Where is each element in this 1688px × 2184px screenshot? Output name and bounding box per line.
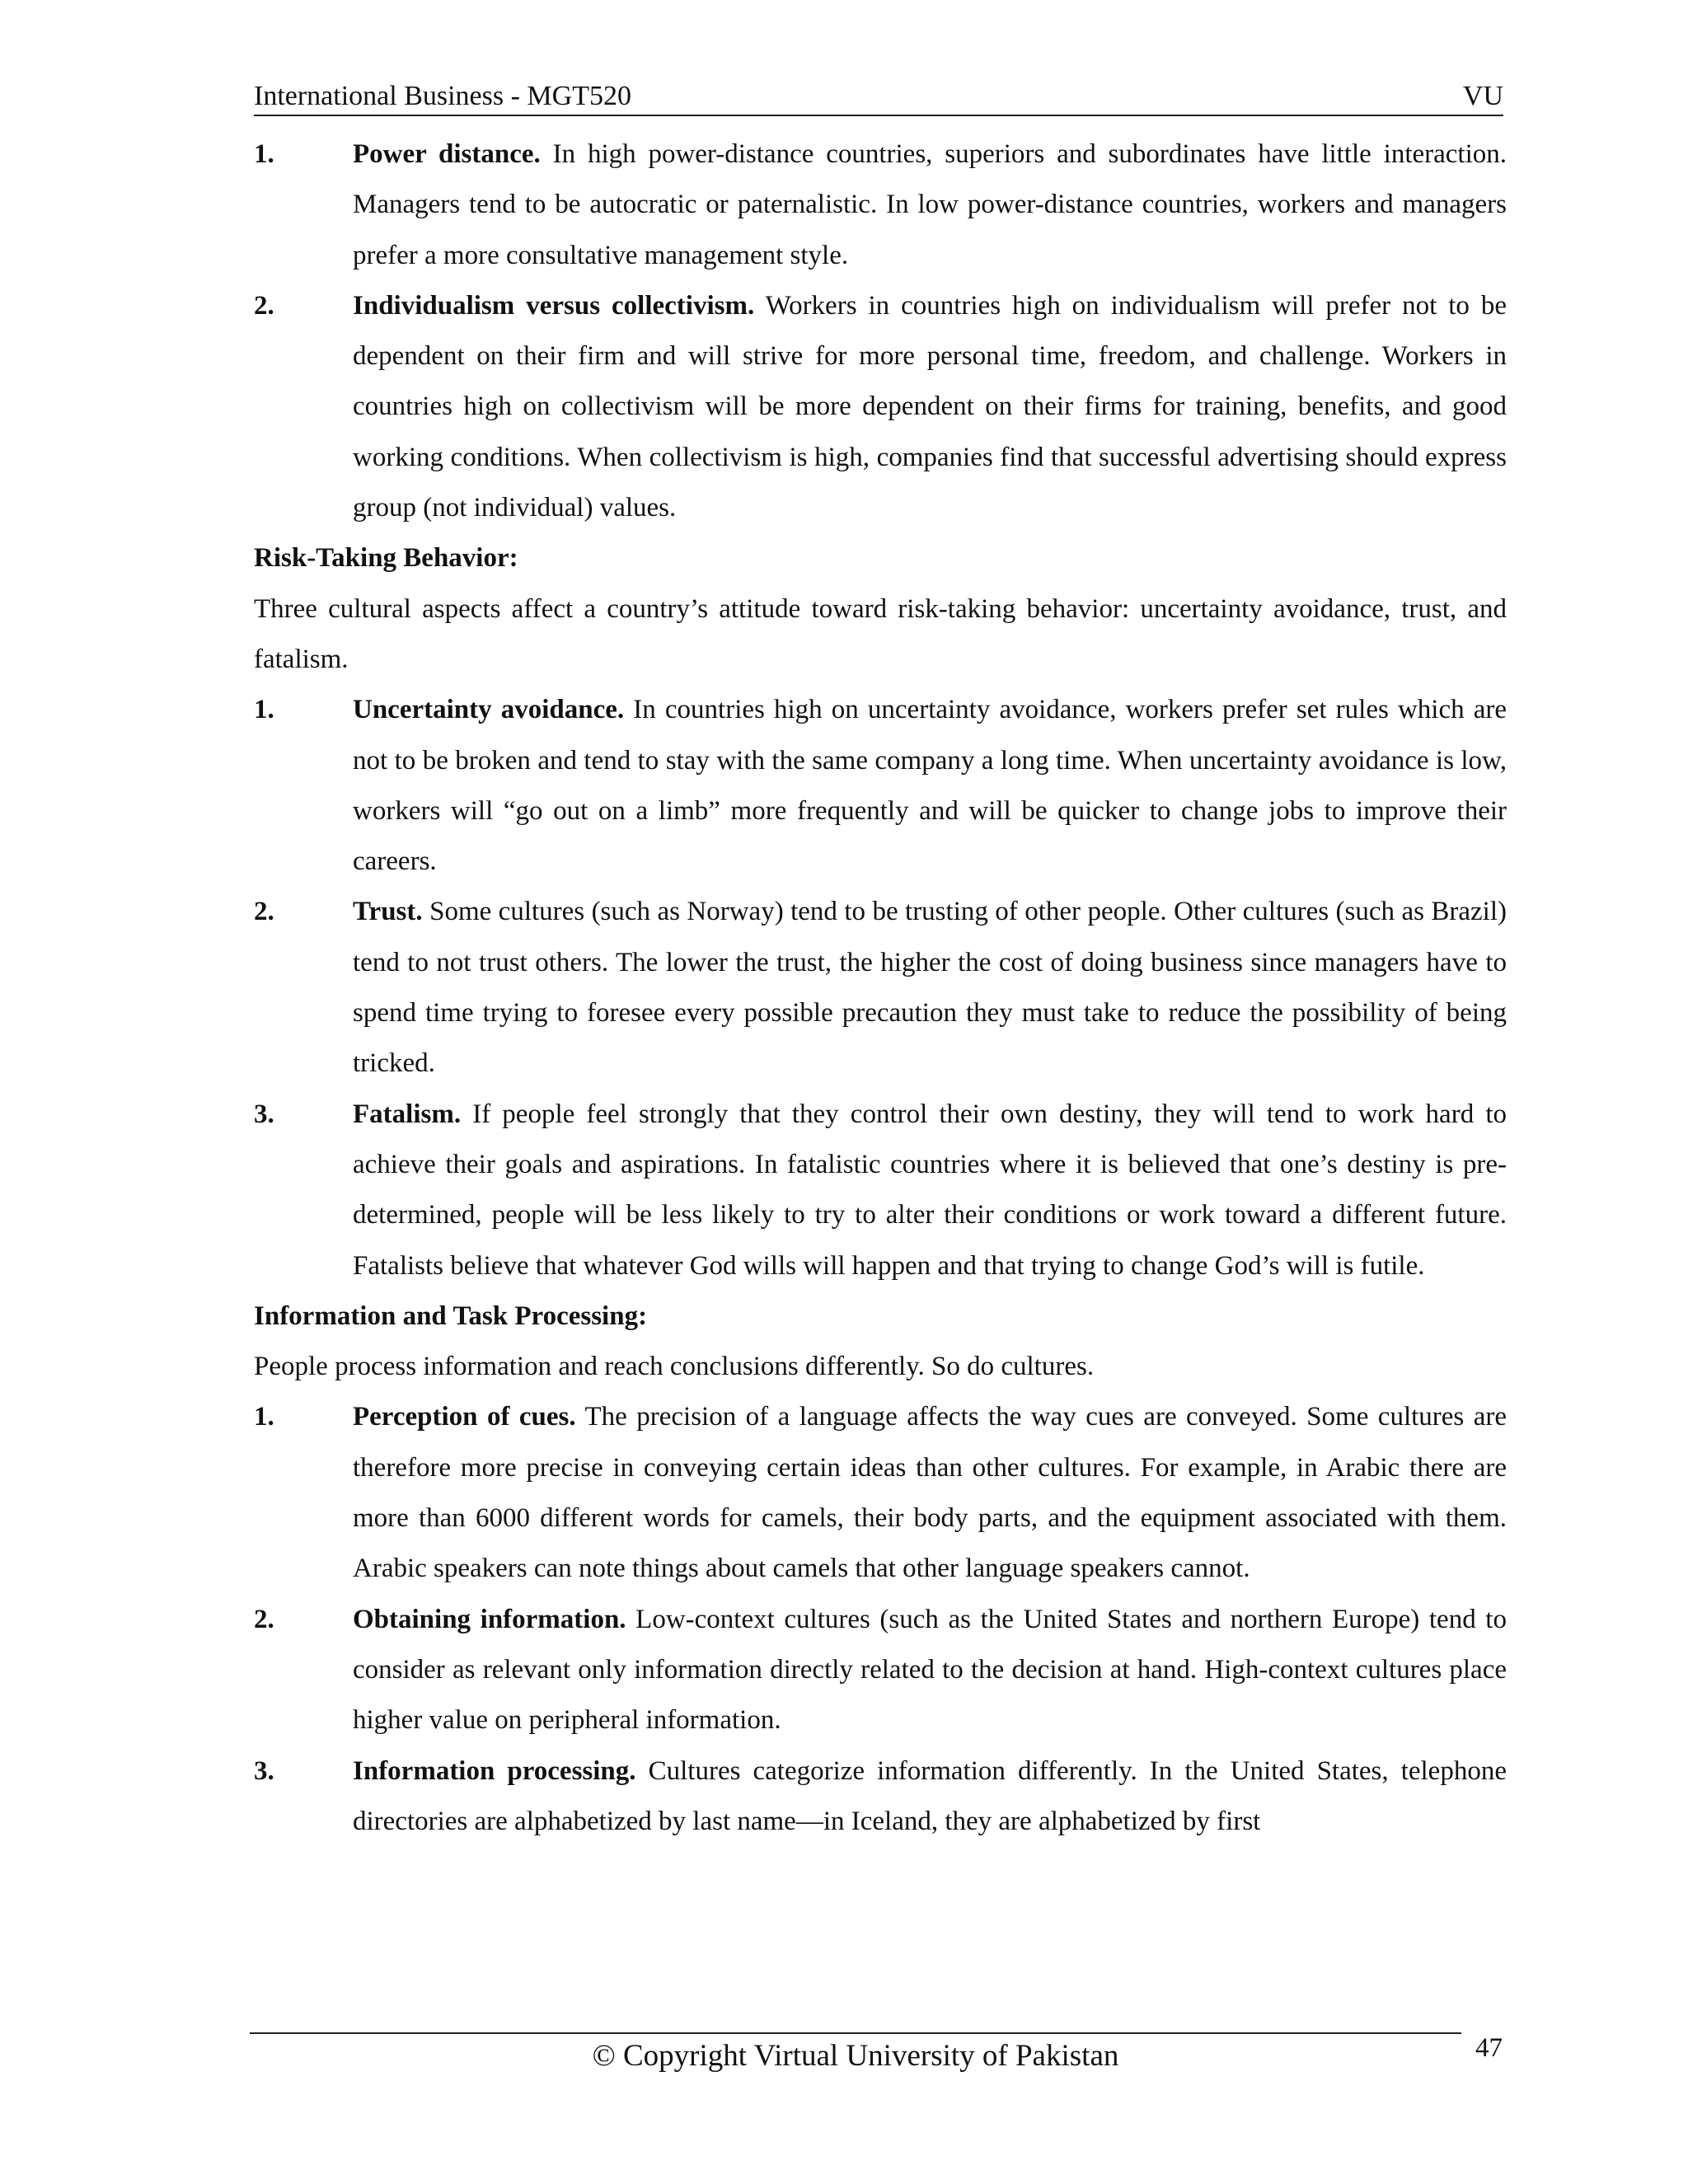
footer-divider [250, 2032, 1461, 2034]
page-content [254, 129, 1507, 1847]
list-description: Cultures categorize information differently. In the United States, telephone directories are alphabetized by last name—in Iceland, they are alphabetized by first [353, 1755, 1507, 1836]
list-item [254, 1392, 1507, 1594]
course-title: International Business - MGT520 [254, 81, 631, 111]
list-description: Some cultures (such as Norway) tend to be trusting of other people. Other cultures (such as Brazil) tend to not trust others. The lower the trust, the higher the cost of doing business since managers have to spend time trying to foresee every possible precaution they must take to reduce the possibility of being tricked. [353, 897, 1507, 1079]
institution-abbr: VU [1462, 81, 1503, 111]
list-term: Individualism versus collectivism. [353, 290, 755, 321]
section-intro-risk: Three cultural aspects affect a country’s attitude toward risk-taking behavior: uncertainty avoidance, trust, and fatalism. [254, 593, 1507, 674]
list-text [353, 1090, 1507, 1291]
list-item [254, 1746, 1507, 1848]
list-item [254, 1090, 1507, 1291]
section-heading-risk: Risk-Taking Behavior: [254, 543, 518, 574]
list-item [254, 129, 1507, 281]
list-text [353, 887, 1507, 1089]
list-term: Perception of cues. [353, 1402, 576, 1432]
list-term: Power distance. [353, 139, 541, 169]
list-text [353, 685, 1507, 887]
list-description: In countries high on uncertainty avoidance, workers prefer set rules which are not to be broken and tend to stay with the same company a long time. When uncertainty avoidance is low, workers will “go out on a limb” more frequently and will be quicker to change jobs to improve their careers. [353, 695, 1507, 877]
list-text [353, 1392, 1507, 1594]
list-number: 1. [254, 695, 274, 725]
list-term: Trust. [353, 897, 423, 927]
list-text [353, 129, 1507, 281]
list-item [254, 685, 1507, 887]
page-header [254, 78, 1503, 116]
list-number: 3. [254, 1755, 274, 1786]
list-number: 1. [254, 1402, 274, 1432]
list-text [353, 281, 1507, 533]
list-text [353, 1595, 1507, 1746]
list-number: 2. [254, 897, 274, 927]
list-term: Uncertainty avoidance. [353, 695, 625, 725]
list-description: Workers in countries high on individualism will prefer not to be dependent on their firm and will strive for more personal time, freedom, and challenge. Workers in countries high on collectivism will be more dependent on their firms for training, benefits, and good working conditions. When collectivism is high, companies find that successful advertising should express group (not individual) values. [353, 290, 1507, 523]
list-description: The precision of a language affects the way cues are conveyed. Some cultures are therefore more precise in conveying certain ideas than other cultures. For example, in Arabic there are more than 6000 different words for camels, their body parts, and the equipment associated with them. Arabic speakers can note things about camels that other language speakers cannot. [353, 1402, 1507, 1584]
section-intro-info: People process information and reach conclusions differently. So do cultures. [254, 1352, 1095, 1382]
list-number: 2. [254, 1604, 274, 1634]
list-term: Fatalism. [353, 1099, 462, 1129]
list-item [254, 1595, 1507, 1746]
list-term: Obtaining information. [353, 1604, 626, 1634]
list-item [254, 281, 1507, 533]
page-number: 47 [1475, 2033, 1503, 2063]
list-number: 3. [254, 1099, 274, 1129]
list-description: Low-context cultures (such as the United States and northern Europe) tend to consider as relevant only information directly related to the decision at hand. High-context cultures place higher value on peripheral information. [353, 1604, 1507, 1736]
list-description: In high power-distance countries, superiors and subordinates have little interaction. Managers tend to be autocratic or paternalistic. In low power-distance countries, workers and managers prefer a more consultative management style. [353, 139, 1507, 270]
list-number: 1. [254, 139, 274, 169]
list-number: 2. [254, 290, 274, 321]
list-term: Information processing. [353, 1755, 636, 1786]
section-heading-info: Information and Task Processing: [254, 1301, 648, 1331]
list-description: If people feel strongly that they control their own destiny, they will tend to work hard to achieve their goals and aspirations. In fatalistic countries where it is believed that one’s destiny is pre-determined, people will be less likely to try to alter their conditions or work toward a different future. Fatalists believe that whatever God wills will happen and that trying to change God’s will is futile. [353, 1099, 1507, 1281]
list-item [254, 887, 1507, 1089]
footer-copyright: © Copyright Virtual University of Pakistan [592, 2039, 1119, 2073]
list-text [353, 1746, 1507, 1848]
